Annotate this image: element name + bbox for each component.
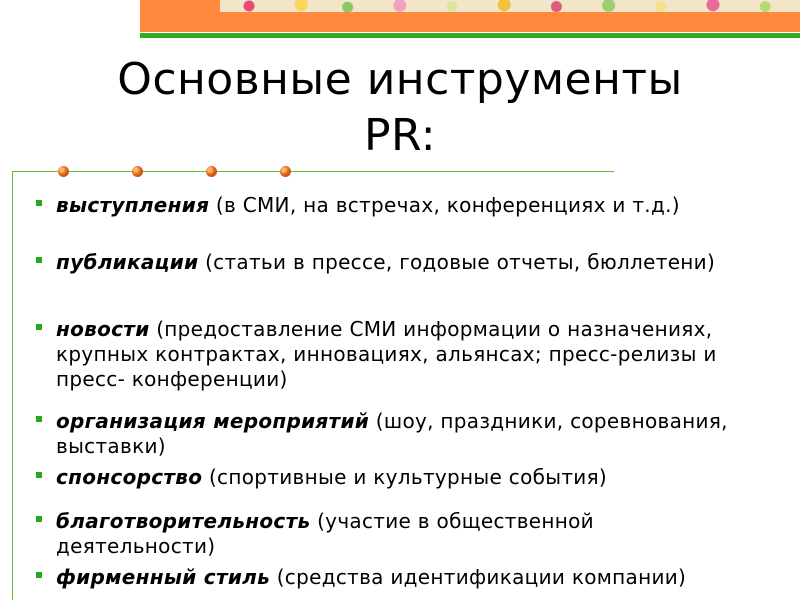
dot-icon (58, 166, 69, 177)
item-term: выступления (56, 193, 210, 217)
item-term: спонсорство (56, 465, 203, 489)
item-detail: (шоу, праздники, соревнования, выставки) (56, 409, 728, 458)
item-detail: (статьи в прессе, годовые отчеты, бюллетени) (198, 250, 716, 274)
item-term: благотворительность (56, 509, 311, 533)
list-item-text (56, 509, 736, 559)
item-term: фирменный стиль (56, 565, 271, 589)
item-detail: (спортивные и культурные события) (202, 465, 608, 489)
decorative-dots (58, 166, 298, 178)
item-detail: (предоставление СМИ информации о назначениях, крупных контрактах, инновациях, альянсах; пресс-релизы и пресс- конференции) (56, 317, 717, 391)
item-detail: (средства идентификации компании) (270, 565, 687, 589)
dot-icon (280, 166, 291, 177)
floral-banner-image (220, 0, 800, 12)
list-item-text (56, 317, 736, 392)
dot-icon (132, 166, 143, 177)
bullet-icon (36, 572, 42, 578)
item-detail: (в СМИ, на встречах, конференциях и т.д.) (209, 193, 680, 217)
list-item-text (56, 250, 736, 275)
title-line-1: Основные инструменты (117, 54, 683, 105)
bullet-icon (36, 324, 42, 330)
banner-rule (140, 33, 800, 38)
bullet-icon (36, 516, 42, 522)
slide-title (40, 52, 760, 164)
item-term: организация мероприятий (56, 409, 370, 433)
title-line-2: PR: (363, 110, 437, 161)
list-item-text (56, 193, 736, 218)
bullet-icon (36, 200, 42, 206)
item-term: публикации (56, 250, 199, 274)
list-item-text (56, 409, 736, 459)
dot-icon (206, 166, 217, 177)
divider-vertical (12, 171, 13, 600)
bullet-icon (36, 416, 42, 422)
bullet-icon (36, 472, 42, 478)
header-banner (140, 0, 800, 32)
bullet-icon (36, 257, 42, 263)
item-detail: (участие в общественной деятельности) (56, 509, 594, 558)
item-term: новости (56, 317, 150, 341)
list-item-text (56, 565, 736, 590)
list-item-text (56, 465, 736, 490)
